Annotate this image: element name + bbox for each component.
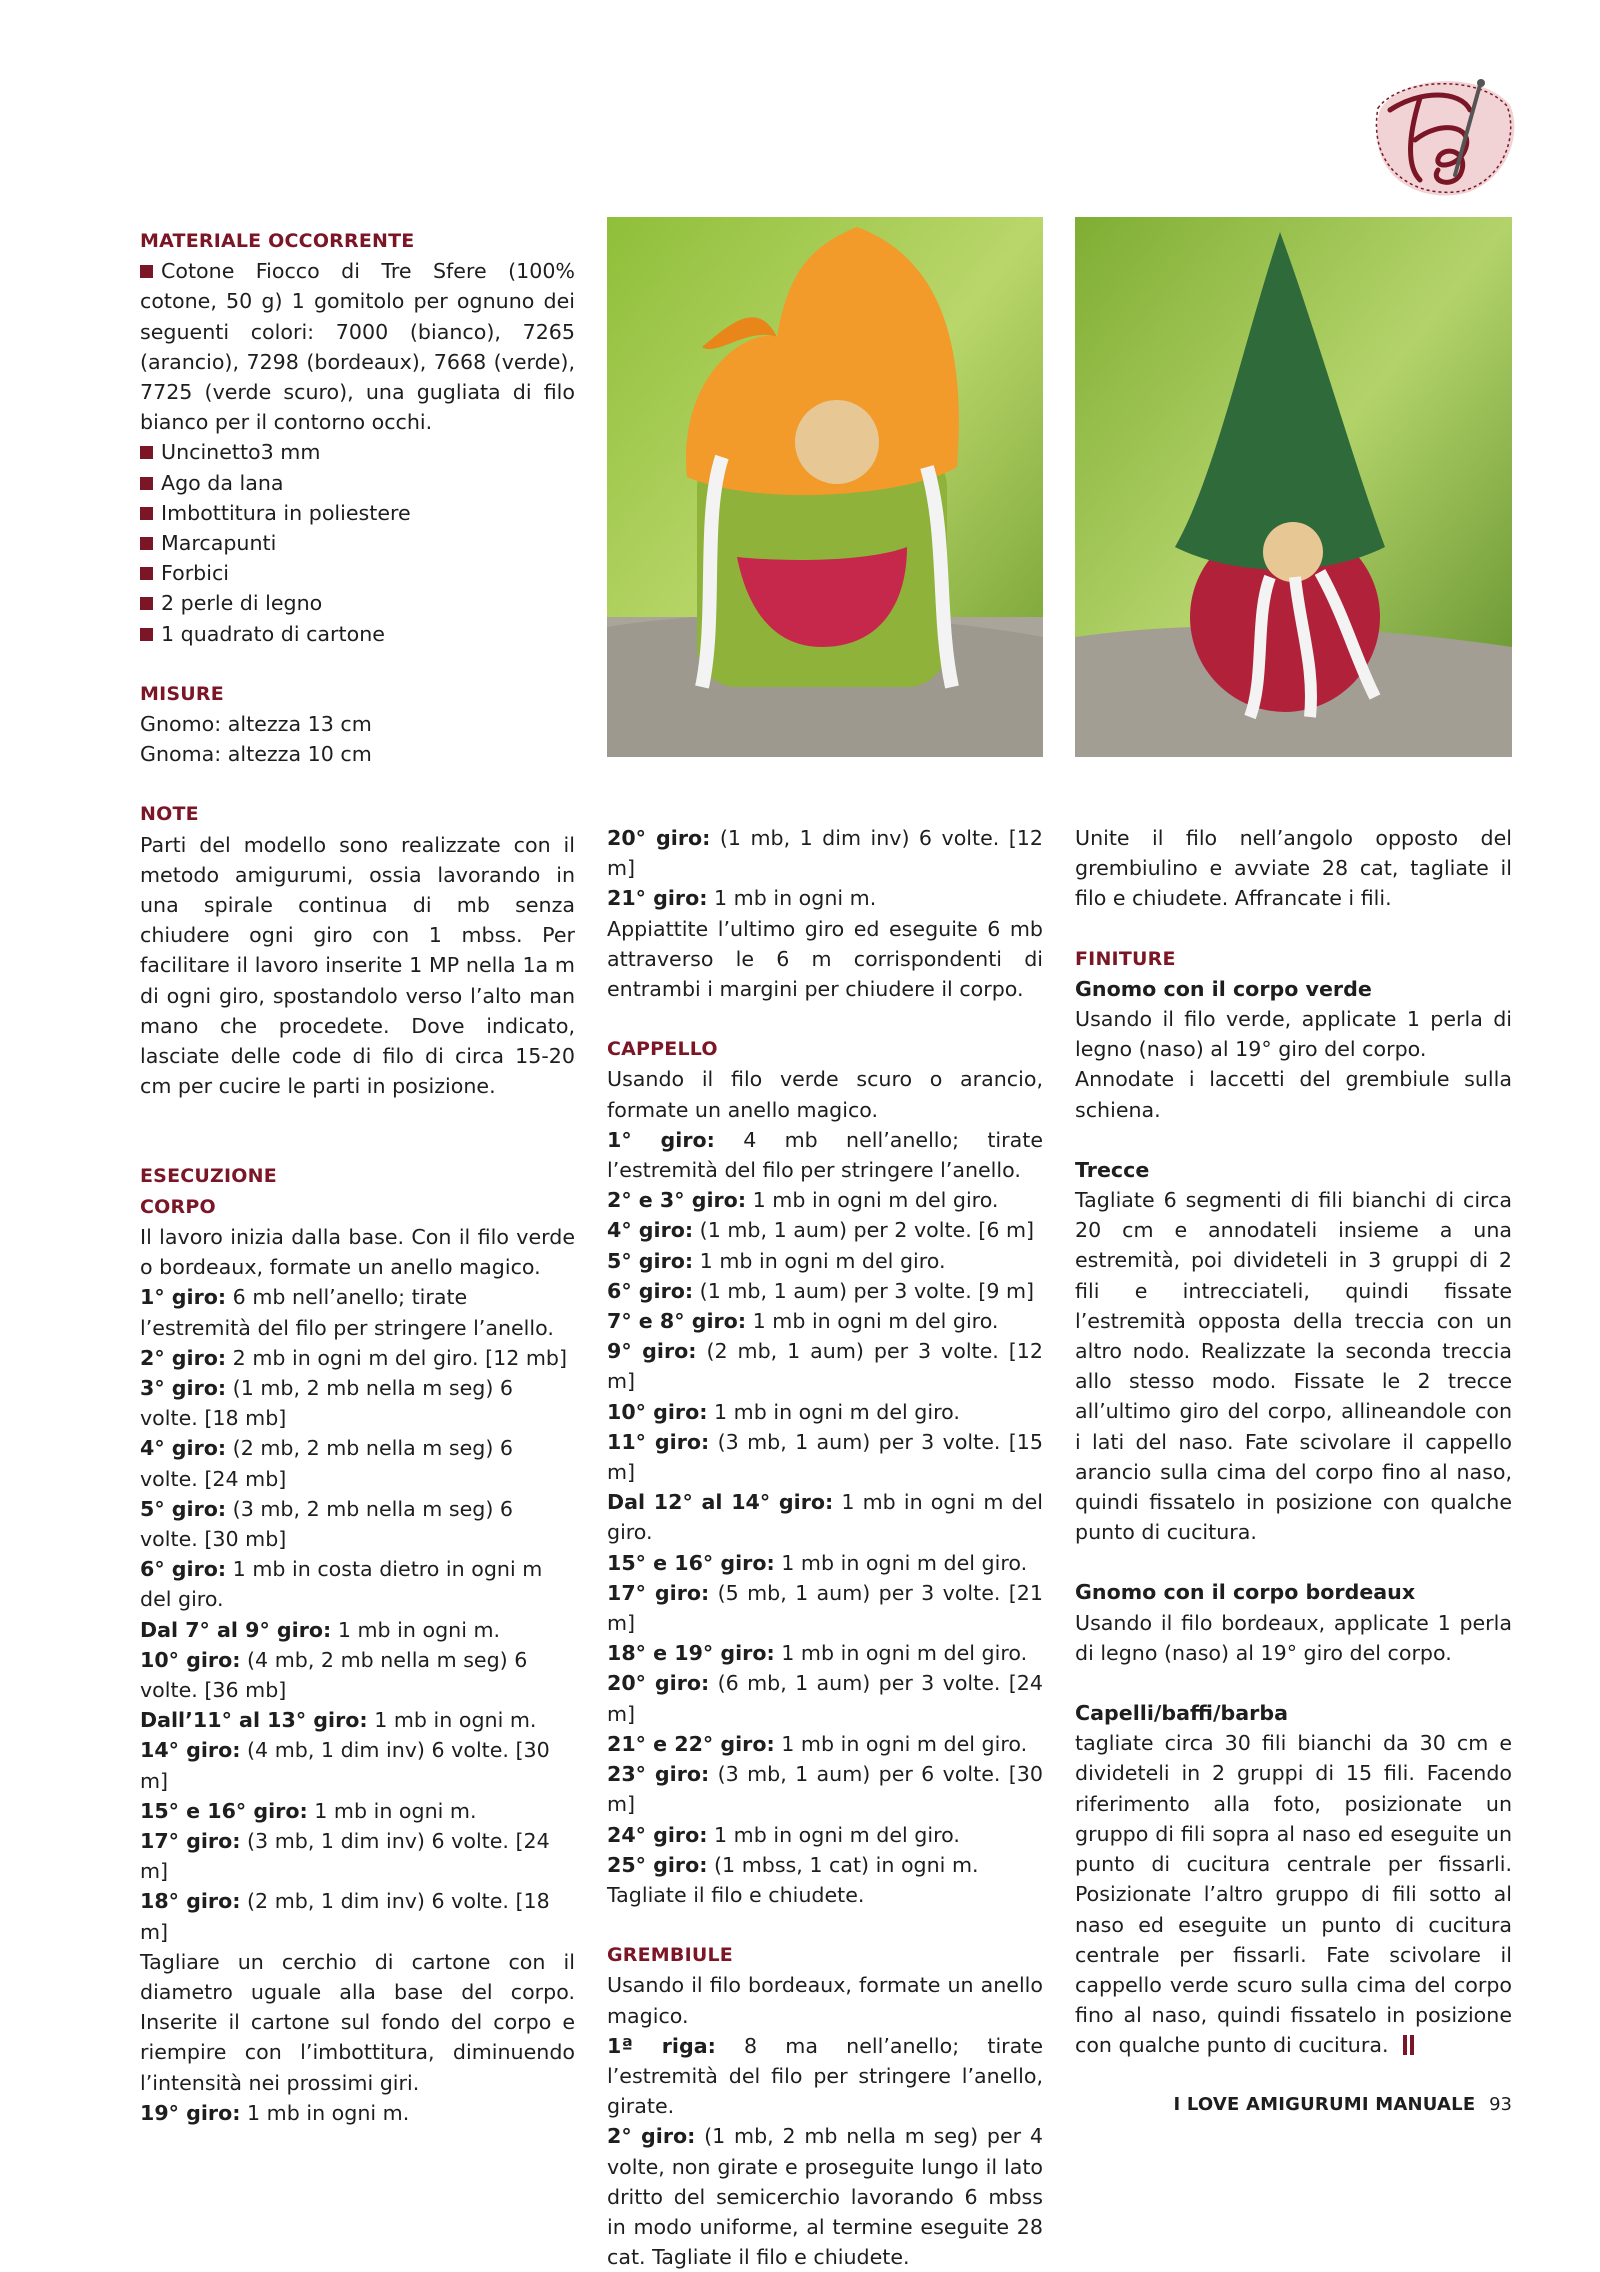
hat-heading: CAPPELLO (607, 1038, 718, 1061)
round-line: 15° e 16° giro: 1 mb in ogni m del giro. (607, 1550, 1028, 1575)
round-line: 1° giro: 4 mb nell’anello; tirate l’estremità del filo per stringere l’anello. (607, 1127, 1043, 1183)
round-line: 4° giro: (2 mb, 2 mb nella m seg) 6 volte. [24 mb] (140, 1436, 514, 1491)
round-line: 25° giro: (1 mbss, 1 cat) in ogni m. (607, 1852, 979, 1877)
crochet-logo-icon (1360, 70, 1520, 200)
measures-heading: MISURE (140, 682, 224, 705)
round-line: 6° giro: 1 mb in costa dietro in ogni m del giro. (140, 1557, 543, 1612)
round-line: 11° giro: (3 mb, 1 aum) per 3 volte. [15 m] (607, 1429, 1044, 1485)
photo-green-gnome (1075, 217, 1512, 757)
execution-heading: ESECUZIONE (140, 1165, 277, 1188)
material-item: Uncinetto3 mm (140, 437, 575, 467)
note-heading: NOTE (140, 803, 199, 826)
round-line: 10° giro: (4 mb, 2 mb nella m seg) 6 volte. [36 mb] (140, 1647, 528, 1702)
round-line: 23° giro: (3 mb, 1 aum) per 6 volte. [30 m] (607, 1762, 1044, 1817)
page-number: 93 (1489, 2094, 1512, 2115)
round-line: Dal 7° al 9° giro: 1 mb in ogni m. (140, 1617, 501, 1642)
round-line: Dal 12° al 14° giro: 1 mb in ogni m del giro. (607, 1490, 1043, 1545)
braids-title: Trecce (1075, 1157, 1150, 1182)
braids-text: Tagliate 6 segmenti di fili bianchi di circa 20 cm e annodateli insieme a una estremità, poi divideteli in 3 gruppi di 2 fili e intrecciateli, quindi fissate l’estremità opposta della treccia con un altro nodo. Realizzate la seconda treccia allo stesso modo. Fissate le 2 trecce all’ultimo giro del corpo, allineandole con i lati del naso. Fate scivolare il cappello arancio sulla cima del corpo fino al naso, quindi fissatelo in posizione con qualche punto di cucitura. (1075, 1188, 1512, 1545)
round-line: 7° e 8° giro: 1 mb in ogni m del giro. (607, 1309, 999, 1334)
hat-rounds (607, 1125, 1043, 1880)
round-line: 17° giro: (5 mb, 1 aum) per 3 volte. [21 m] (607, 1580, 1044, 1636)
round-line: 2° giro: 2 mb in ogni m del giro. [12 mb] (140, 1345, 568, 1370)
material-item: Forbici (140, 558, 575, 588)
round-line: 21° e 22° giro: 1 mb in ogni m del giro. (607, 1731, 1028, 1756)
close-text: Appiattite l’ultimo giro ed eseguite 6 mb attraverso le 6 m corrispondenti di entrambi i margini per chiudere il corpo. (607, 916, 1043, 1002)
body-heading: CORPO (140, 1195, 216, 1218)
round-line: 18° giro: (2 mb, 1 dim inv) 6 volte. [18 m] (140, 1889, 550, 1944)
finishing-heading: FINITURE (1075, 947, 1176, 970)
round-line: 5° giro: 1 mb in ogni m del giro. (607, 1248, 946, 1273)
round-line: 5° giro: (3 mb, 2 mb nella m seg) 6 volte. [30 mb] (140, 1496, 514, 1551)
green-gnome-title: Gnomo con il corpo verde (1075, 976, 1372, 1001)
hat-end: Tagliate il filo e chiudete. (607, 1882, 865, 1907)
green-gnome-text-2: Annodate i laccetti del grembiule sulla schiena. (1075, 1067, 1512, 1122)
round-line: 20° giro: (1 mb, 1 dim inv) 6 volte. [12 m] (607, 826, 1044, 881)
bordeaux-gnome-text: Usando il filo bordeaux, applicate 1 perla di legno (naso) al 19° giro del corpo. (1075, 1610, 1512, 1665)
round-line: 10° giro: 1 mb in ogni m del giro. (607, 1399, 960, 1424)
round-line: 21° giro: 1 mb in ogni m. (607, 886, 877, 911)
end-mark-icon (1403, 2035, 1407, 2055)
round-line: 1ª riga: 8 ma nell’anello; tirate l’estremità del filo per stringere l’anello, girate. (607, 2033, 1043, 2119)
apron-intro: Usando il filo bordeaux, formate un anello magico. (607, 1973, 1043, 2028)
column-middle (607, 823, 1043, 2272)
round-line: 4° giro: (1 mb, 1 aum) per 2 volte. [6 m] (607, 1218, 1035, 1243)
round-line: 2° e 3° giro: 1 mb in ogni m del giro. (607, 1188, 999, 1213)
measure-line: Gnomo: altezza 13 cm (140, 712, 372, 737)
round-line: 17° giro: (3 mb, 1 dim inv) 6 volte. [24 m] (140, 1828, 550, 1884)
hair-title: Capelli/baffi/barba (1075, 1701, 1288, 1726)
round-line: 1° giro: 6 mb nell’anello; tirate l’estremità del filo per stringere l’anello. (140, 1285, 554, 1340)
round-line: 2° giro: (1 mb, 2 mb nella m seg) per 4 volte, non girate e proseguite lungo il lato dritto del semicerchio lavorando 6 mbss in modo uniforme, al termine eseguite 28 cat. Tagliate il filo e chiudete. (607, 2124, 1043, 2270)
material-item: Imbottitura in poliestere (140, 498, 575, 528)
material-item: 1 quadrato di cartone (140, 619, 575, 649)
cardboard-text: Tagliare un cerchio di cartone con il diametro uguale alla base del corpo. Inserite il cartone sul fondo del corpo e riempire con l’imbottitura, diminuendo l’intensità nei prossimi giri. (140, 1949, 575, 2095)
material-item: Marcapunti (140, 528, 575, 558)
round-line: 6° giro: (1 mb, 1 aum) per 3 volte. [9 m] (607, 1278, 1035, 1303)
round-line: 14° giro: (4 mb, 1 dim inv) 6 volte. [30 m] (140, 1738, 550, 1793)
note-text: Parti del modello sono realizzate con il metodo amigurumi, ossia lavorando in una spirale continua di mb senza chiudere ogni giro con 1 mbss. Per facilitare il lavoro inserite 1 MP nella 1a m di ogni giro, spostandolo verso l’alto man mano che procedete. Dove indicato, lasciate delle code di filo di circa 15-20 cm per cucire le parti in posizione. (140, 832, 575, 1099)
green-gnome-text: Usando il filo verde, applicate 1 perla di legno (naso) al 19° giro del corpo. (1075, 1007, 1512, 1062)
apron-heading: GREMBIULE (607, 1944, 733, 1967)
column-right (1075, 823, 1512, 2061)
round-line: 15° e 16° giro: 1 mb in ogni m. (140, 1798, 477, 1823)
round-line: 20° giro: (6 mb, 1 aum) per 3 volte. [24 m] (607, 1671, 1044, 1726)
hair-text: tagliate circa 30 fili bianchi da 30 cm e divideteli in 2 gruppi di 15 fili. Facendo riferimento alla foto, posizionate un gruppo di fili sopra al naso ed eseguite un punto di cucitura centrale per fissarli. Posizionate l’altro gruppo di fili sotto al naso ed eseguite un punto di cucitura centrale per fissarli. Fate scivolare il cappello verde scuro sulla cima del corpo fino al naso, quindi fissatelo in posizione con qualche punto di cucitura. (1075, 1731, 1512, 2058)
body-rounds (140, 1282, 575, 1946)
photo-orange-gnome (607, 217, 1043, 757)
round-line: 18° e 19° giro: 1 mb in ogni m del giro. (607, 1641, 1028, 1666)
body-intro: Il lavoro inizia dalla base. Con il filo verde o bordeaux, formate un anello magico. (140, 1224, 575, 1280)
material-item: 2 perle di legno (140, 588, 575, 618)
measure-line: Gnoma: altezza 10 cm (140, 742, 372, 767)
magazine-name: I LOVE AMIGURUMI MANUALE (1173, 2094, 1476, 2115)
bordeaux-gnome-title: Gnomo con il corpo bordeaux (1075, 1580, 1416, 1605)
round-line: 19° giro: 1 mb in ogni m. (140, 2100, 410, 2125)
materials-heading: MATERIALE OCCORRENTE (140, 230, 415, 252)
column-left (140, 226, 575, 2128)
hat-intro: Usando il filo verde scuro o arancio, formate un anello magico. (607, 1067, 1043, 1122)
round-line: 3° giro: (1 mb, 2 mb nella m seg) 6 volte. [18 mb] (140, 1375, 514, 1431)
material-item: Cotone Fiocco di Tre Sfere (100% cotone, 50 g) 1 gomitolo per ognuno dei seguenti colori: 7000 (bianco), 7265 (arancio), 7298 (bordeaux), 7668 (verde), 7725 (verde scuro), una gugliata di filo bianco per il contorno occhi. (140, 256, 575, 437)
round-line: 24° giro: 1 mb in ogni m del giro. (607, 1822, 960, 1847)
material-item: Ago da lana (140, 468, 575, 498)
page-footer (1174, 2094, 1513, 2115)
round-line: 9° giro: (2 mb, 1 aum) per 3 volte. [12 m] (607, 1339, 1044, 1394)
round-line: Dall’11° al 13° giro: 1 mb in ogni m. (140, 1708, 537, 1733)
apron-continue: Unite il filo nell’angolo opposto del grembiulino e avviate 28 cat, tagliate il filo e chiudete. Affrancate i fili. (1075, 826, 1512, 911)
